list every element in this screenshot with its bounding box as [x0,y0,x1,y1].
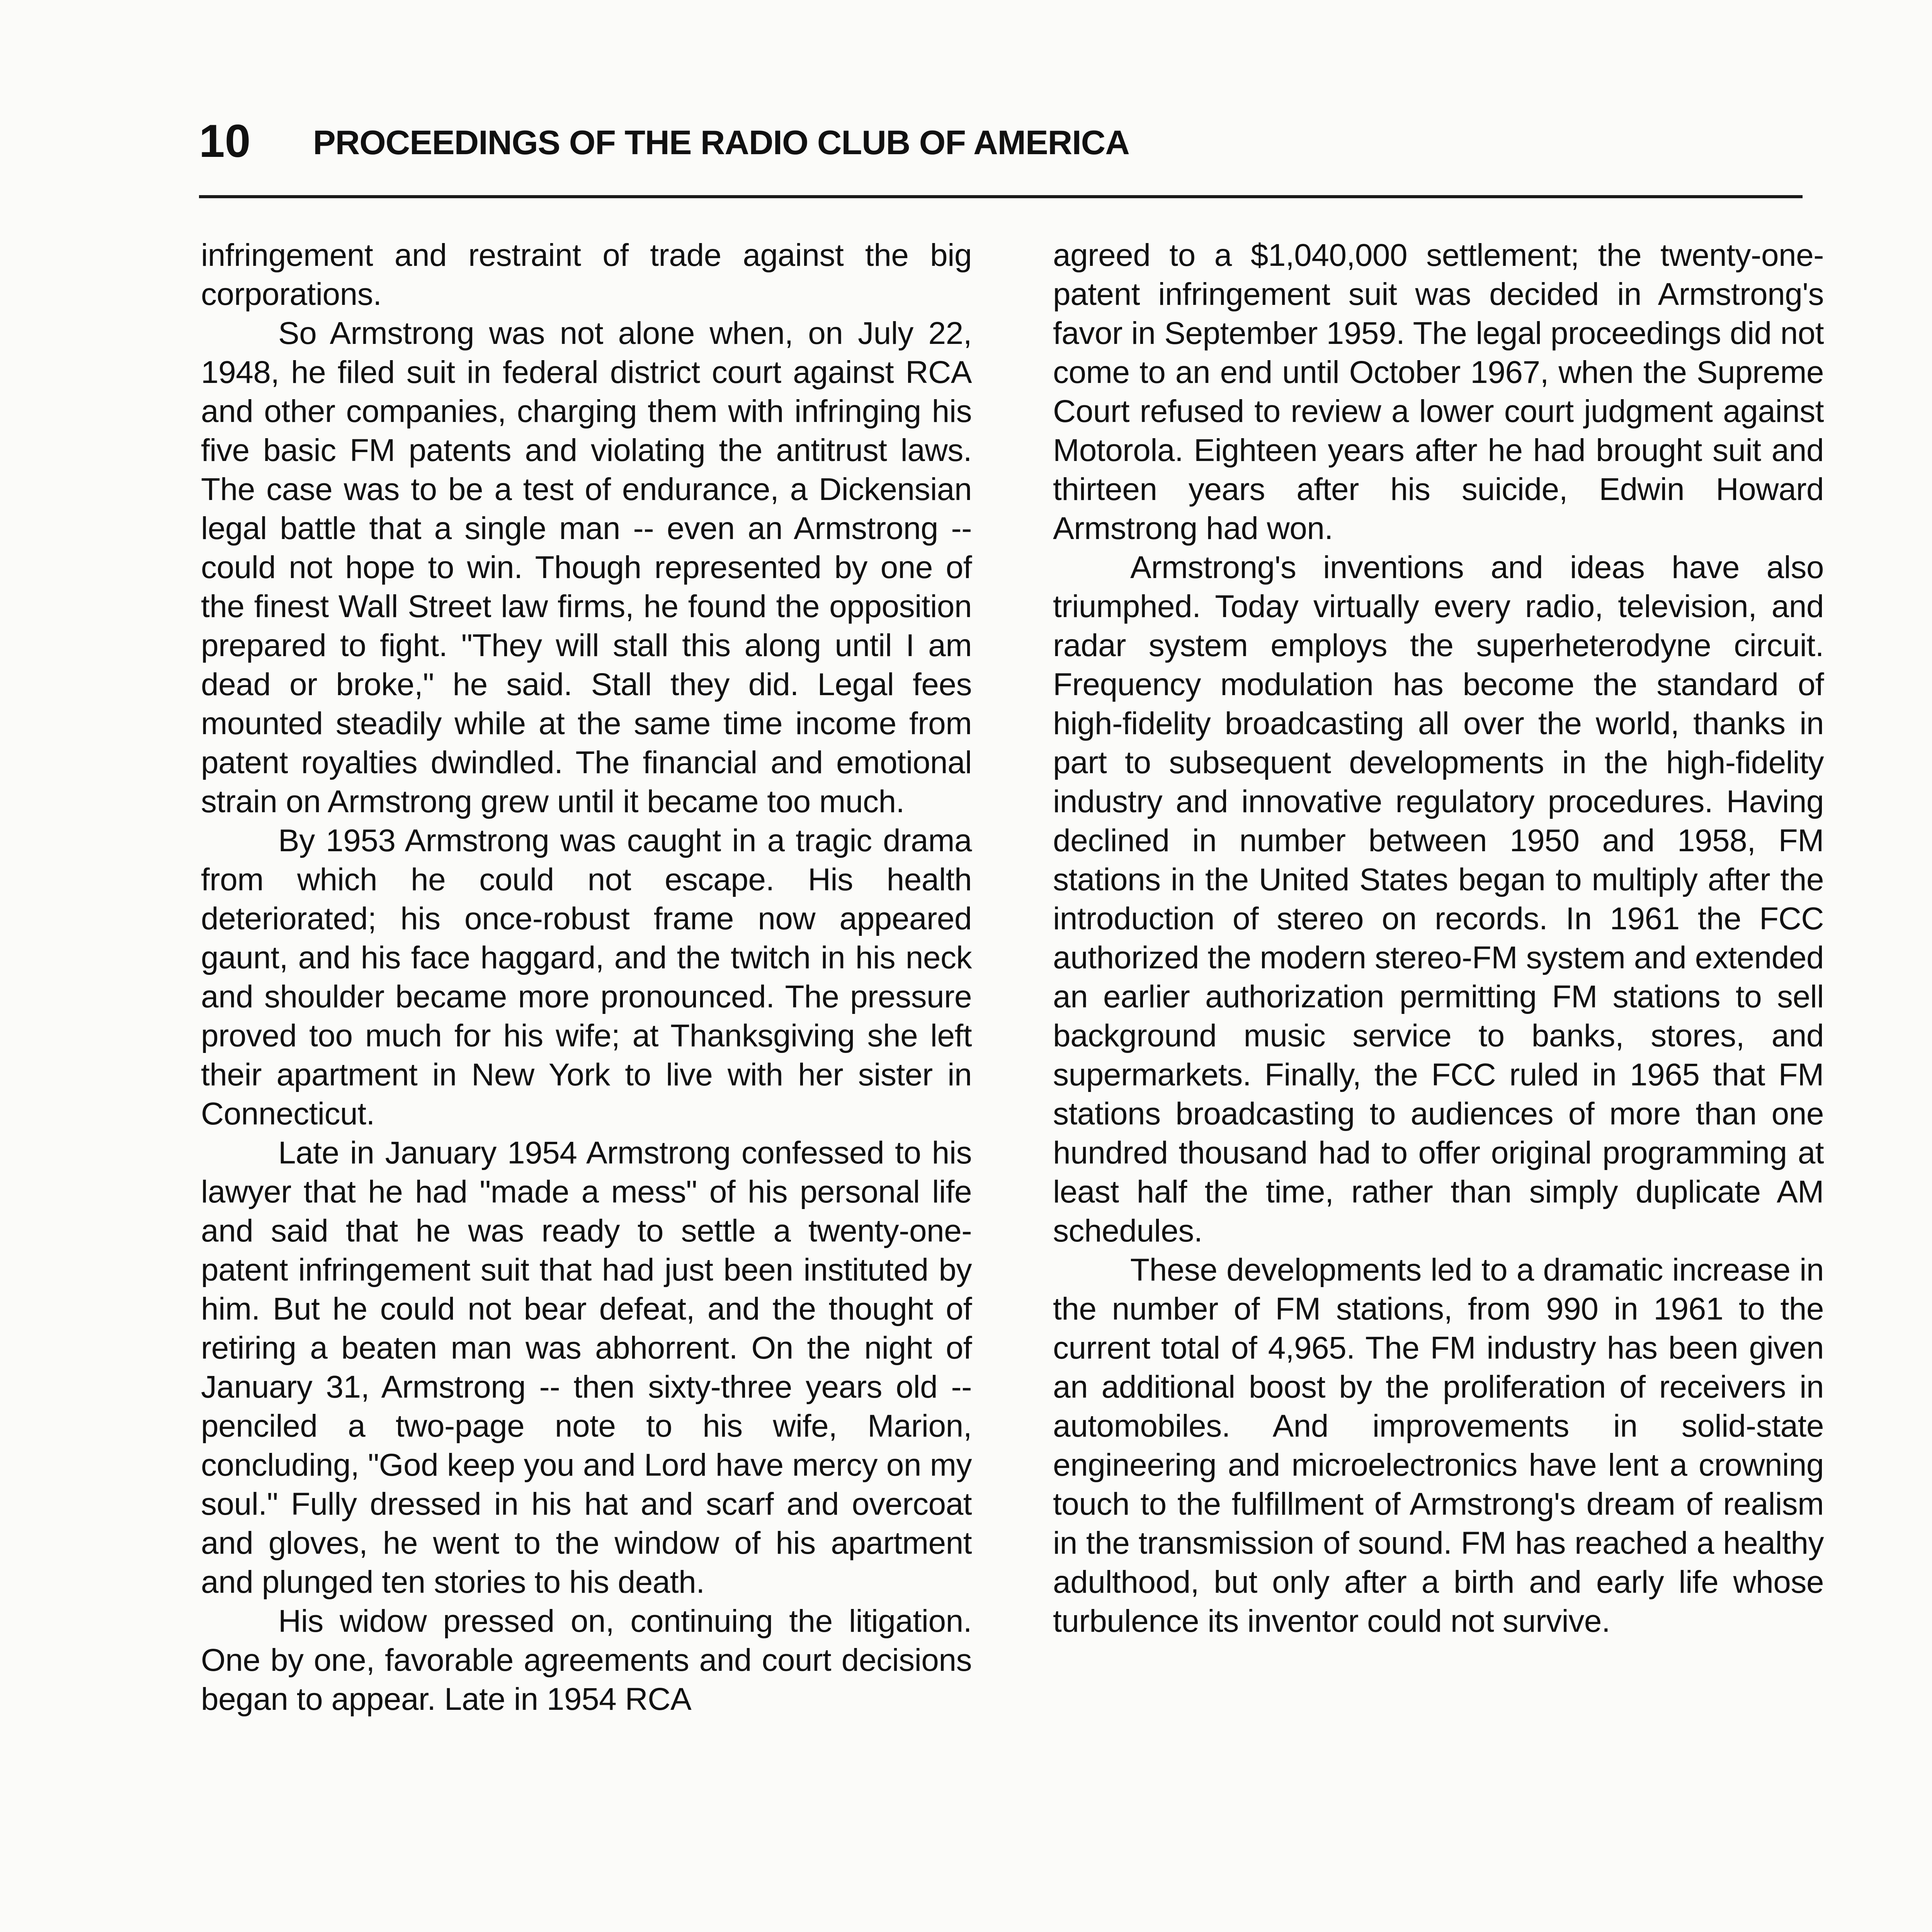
paragraph: These developments led to a dramatic increase in the number of FM stations, from 990 in 1961 to the current total of 4,965. The FM industry has been given an additional boost by the proliferation of receivers in automobiles. And improvements in solid-state engineering and microelectronics have lent a crowning touch to the fulfillment of Armstrong's dream of realism in the transmission of sound. FM has reached a healthy adulthood, but only after a birth and early life whose turbulence its inventor could not survive. [1053,1252,1824,1639]
paragraph: Late in January 1954 Armstrong confessed to his lawyer that he had "made a mess" of his personal life and said that he was ready to settle a twenty-one-patent infringement suit that had just been instituted by him. But he could not bear defeat, and the thought of retiring a beaten man was abhorrent. On the night of January 31, Armstrong -- then sixty-three years old -- penciled a two-page note to his wife, Marion, concluding, "God keep you and Lord have mercy on my soul." Fully dressed in his hat and scarf and overcoat and gloves, he went to the window of his apartment and plunged ten stories to his death. [201,1135,972,1600]
paragraph: agreed to a $1,040,000 settlement; the twenty-one-patent infringement suit was decided in Armstrong's favor in September 1959. The legal proceedings did not come to an end until October 1967, when the Supreme Court refused to review a lower court judgment against Motorola. Eighteen years after he had brought suit and thirteen years after his suicide, Edwin Howard Armstrong had won. [1053,238,1824,546]
header-divider [199,195,1803,198]
paragraph: His widow pressed on, continuing the litigation. One by one, favorable agreements and court decisions began to appear. Late in 1954 RCA [201,1604,972,1717]
paragraph: infringement and restraint of trade against the big corporations. [201,238,972,312]
page-number: 10 [199,115,251,167]
paragraph: Armstrong's inventions and ideas have also triumphed. Today virtually every radio, television, and radar system employs the superheterodyne circuit. Frequency modulation has become the standard of high-fidelity broadcasting all over the world, thanks in part to subsequent developments in the high-fidelity industry and innovative regulatory procedures. Having declined in number between 1950 and 1958, FM stations in the United States began to multiply after the introduction of stereo on records. In 1961 the FCC authorized the modern stereo-FM system and extended an earlier authorization permitting FM stations to sell background music service to banks, stores, and supermarkets. Finally, the FCC ruled in 1965 that FM stations broadcasting to audiences of more than one hundred thousand had to offer original programming at least half the time, rather than simply duplicate AM schedules. [1053,550,1824,1248]
paragraph: So Armstrong was not alone when, on July 22, 1948, he filed suit in federal district court against RCA and other companies, charging them with infringing his five basic FM patents and violating the antitrust laws. The case was to be a test of endurance, a Dickensian legal battle that a single man -- even an Armstrong -- could not hope to win. Though represented by one of the finest Wall Street law firms, he found the opposition prepared to fight. "They will stall this along until I am dead or broke," he said. Stall they did. Legal fees mounted steadily while at the same time income from patent royalties dwindled. The financial and emotional strain on Armstrong grew until it became too much. [201,316,972,819]
paragraph: By 1953 Armstrong was caught in a tragic drama from which he could not escape. His health deteriorated; his once-robust frame now appeared gaunt, and his face haggard, and the twitch in his neck and shoulder became more pronounced. The pressure proved too much for his wife; at Thanksgiving she left their apartment in New York to live with her sister in Connecticut. [201,823,972,1131]
right-column [1053,236,1824,1641]
journal-title: PROCEEDINGS OF THE RADIO CLUB OF AMERICA [313,123,1129,162]
page-header [199,112,1803,170]
left-column [201,236,972,1719]
